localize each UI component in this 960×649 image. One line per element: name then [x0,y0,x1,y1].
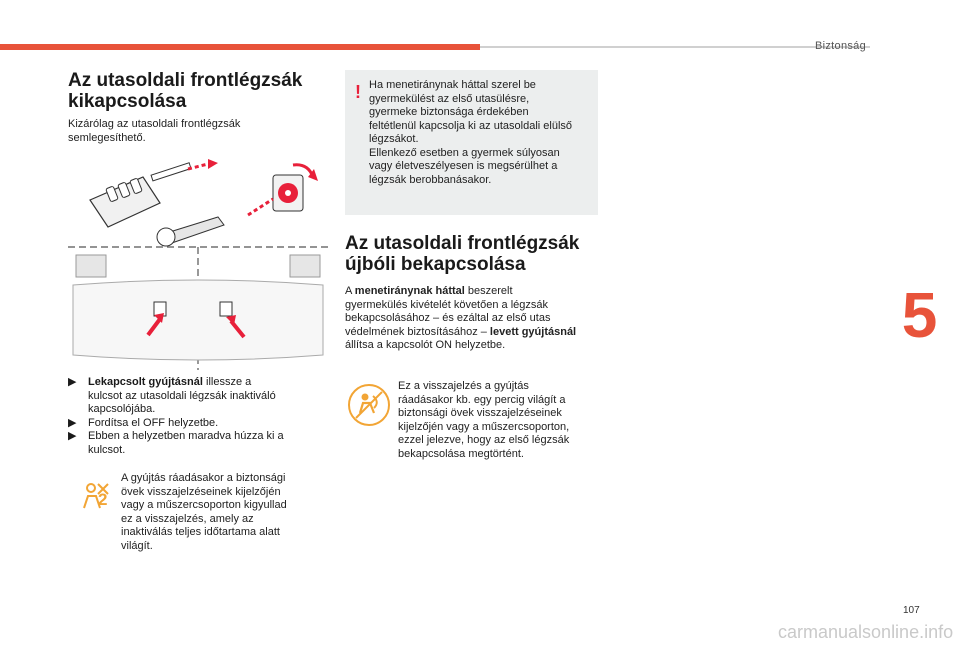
list-item: ▶ Ebben a helyzetben maradva húzza ki a kulcsot. [68,430,284,456]
right-paragraph: A menetiránynak háttal beszerelt gyermekülés kivételét követően a légzsák bekapcsolásához – és ezáltal az első utas védelmének biztosításához – levett gyújtásnál állítsa a kapcsolót ON helyzetbe. [345,285,577,351]
watermark: carmanualsonline.info [778,622,954,642]
section-label: Biztonság [815,40,867,52]
arrow-bullet-icon: ▶ [68,430,77,442]
key-icon [157,217,224,246]
left-title: Az utasoldali frontlégzsák kikapcsolása [68,70,303,112]
chapter-number: 5 [901,279,938,351]
list-item: ▶ Fordítsa el OFF helyzetbe. [68,416,219,429]
passenger-airbag-icon [350,386,388,424]
airbag-switch-icon [248,165,318,215]
accent-bar [0,44,480,50]
airbag-on-indicator-icon [348,384,390,426]
arrow-bullet-icon: ▶ [68,376,77,388]
right-note: Ez a visszajelzés a gyújtás ráadásakor kb. egy percig világít a biztonsági övek visszajelzéseinek kijelzőjén vagy a műszercsoporton, ezzel jelezve, hogy az első légzsák bekapcsolása megtörtént. [398,380,570,460]
key-fob-icon [90,159,218,227]
left-intro: Kizárólag az utasoldali frontlégzsák semlegesíthető. [68,118,241,144]
page-number: 107 [903,605,920,616]
arrow-bullet-icon: ▶ [68,416,77,429]
steps-list [68,376,318,457]
icon-badge: 2 [98,490,108,509]
warning-icon: ! [355,82,361,102]
left-note: A gyújtás ráadásakor a biztonsági övek visszajelzéseinek kijelzőjén vagy a műszercsoporton kigyullad ez a visszajelzés, amely az inaktiválás teljes időtartama alatt világít. [121,472,287,552]
warning-text: Ha menetiránynak háttal szerel be gyermekülést az első utasülésre, gyermeke biztonsága érdekében feltétlenül kapcsolja ki az utasoldali elülső légzsákot. Ellenkező esetben a gyermek súlyosan vagy életveszélyesen is megsérülhet a légzsák berobbanásakor. [369,79,573,186]
right-title: Az utasoldali frontlégzsák újbóli bekapcsolása [345,233,580,275]
list-item: ▶ Lekapcsolt gyújtásnál illessze a kulcsot az utasoldali légzsák inaktiváló kapcsolójába. [68,376,276,415]
airbag-key-illustration [68,155,328,370]
header-rule [480,46,870,48]
